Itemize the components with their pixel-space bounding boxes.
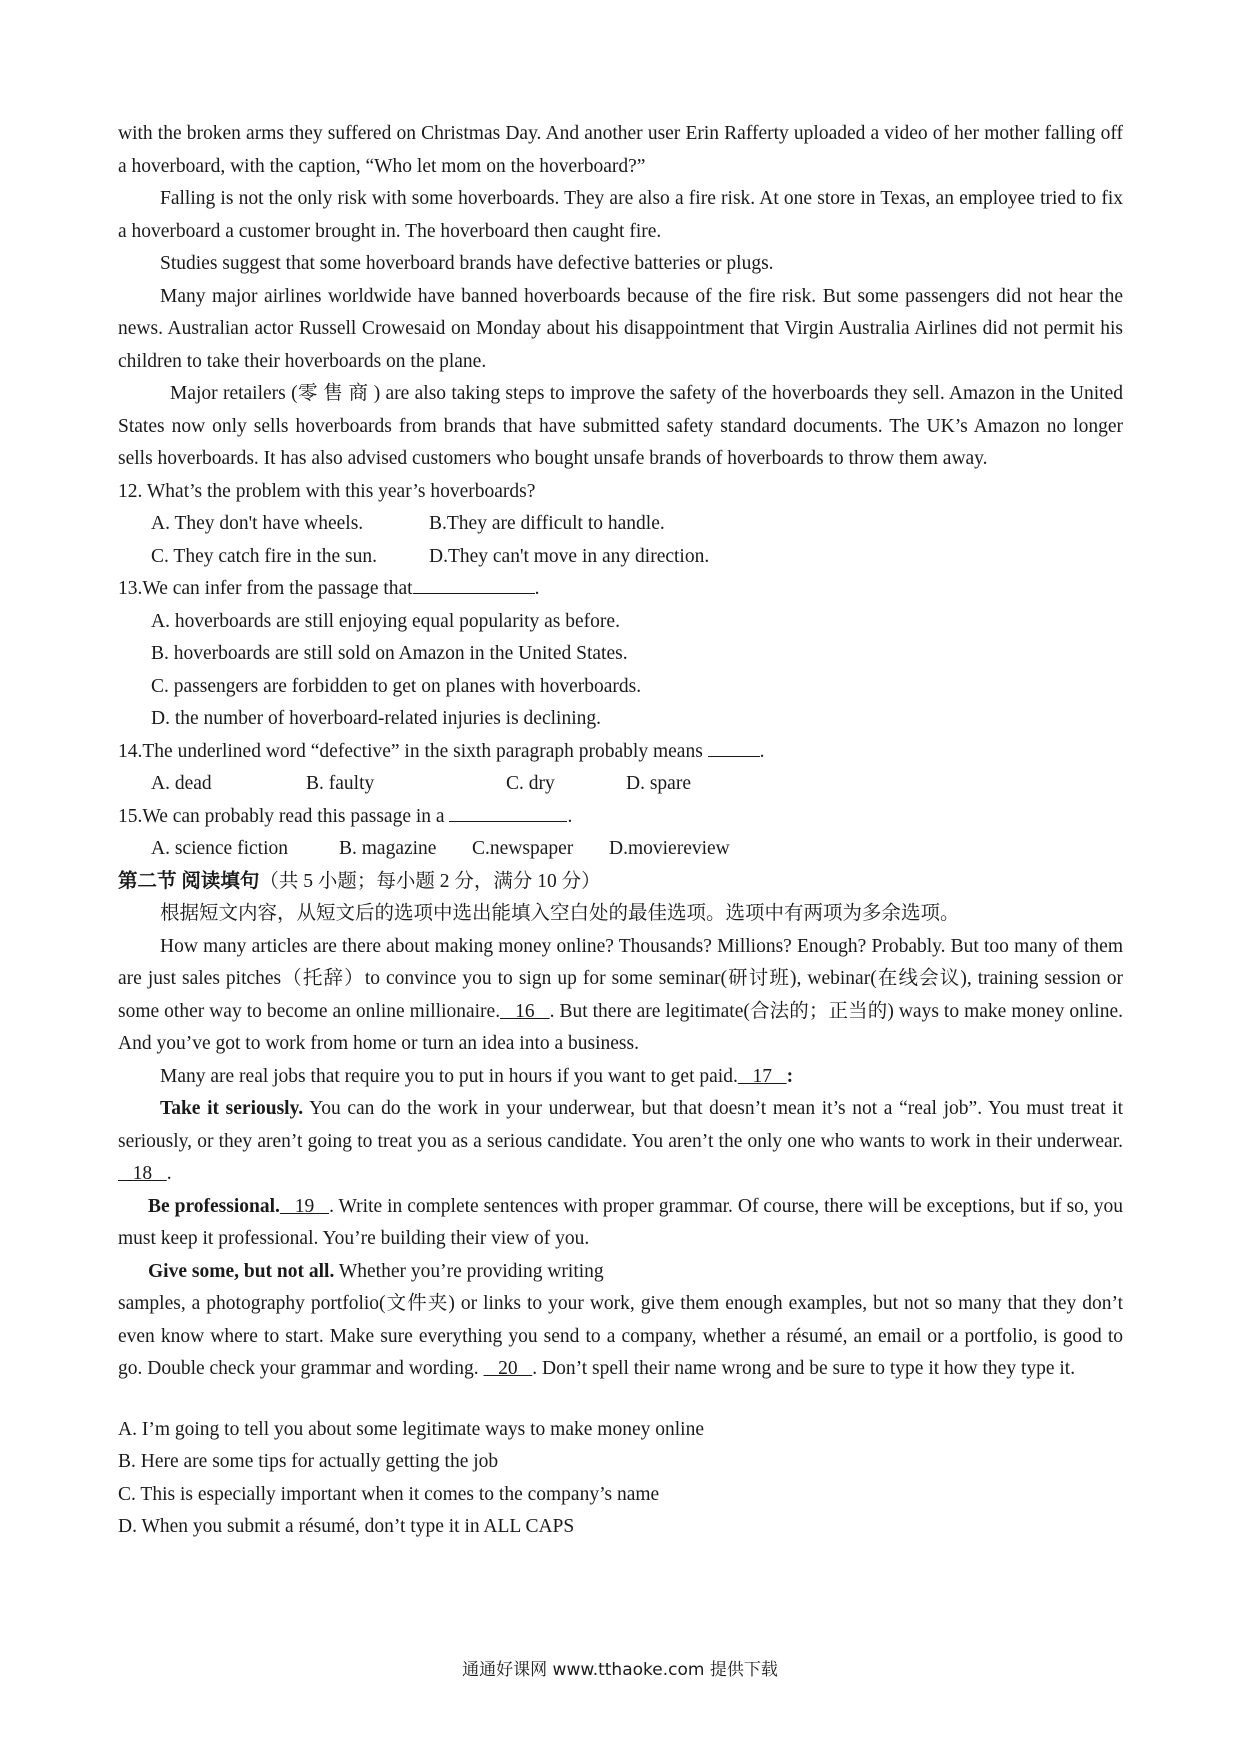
section-2-paragraph-2	[118, 1061, 1123, 1094]
question-13-option-d[interactable]: D. the number of hoverboard-related injuries is declining.	[151, 708, 601, 729]
question-15-stem-end: .	[567, 805, 573, 827]
passage-paragraph-4: Many major airlines worldwide have banned hoverboards because of the fire risk. But some passengers did not hear the news. Australian actor Russell Crowesaid on Monday about his disappointment that Virgin Australia Airlines did not permit his children to take their hoverboards on the plane.	[118, 285, 1123, 372]
section-2-paragraph-4	[118, 1191, 1123, 1256]
question-15-stem	[118, 801, 1123, 834]
question-14-option-c[interactable]: C. dry	[506, 773, 555, 794]
blank-18[interactable]: 18	[118, 1163, 167, 1184]
question-12-option-a[interactable]: A. They don't have wheels.	[151, 513, 364, 534]
passage-paragraph-2: Falling is not the only risk with some hoverboards. They are also a fire risk. At one store in Texas, an employee tried to fix a hoverboard a customer brought in. The hoverboard then caught fire.	[118, 188, 1123, 242]
question-13-option-b[interactable]: B. hoverboards are still sold on Amazon in the United States.	[151, 643, 628, 664]
blank-17[interactable]: 17	[737, 1065, 787, 1087]
section-2-paragraph-2-colon: :	[786, 1065, 794, 1087]
section-2-scoring: （共 5 小题；每小题 2 分，满分 10 分）	[259, 870, 601, 892]
section-2-paragraph-6-text-b: . Don’t spell their name wrong and be sure to type it how they type it.	[532, 1358, 1076, 1379]
question-14-option-d[interactable]: D. spare	[626, 773, 691, 794]
choice-c[interactable]: C. This is especially important when it comes to the company’s name	[118, 1483, 660, 1505]
spacer	[118, 1386, 1123, 1414]
passage-paragraph-1: with the broken arms they suffered on Christmas Day. And another user Erin Rafferty uploaded a video of her mother falling off a hoverboard, with the caption, “Who let mom on the hoverboard?”	[118, 123, 1123, 177]
question-15-answer-blank	[449, 803, 567, 822]
choice-d[interactable]: D. When you submit a résumé, don’t type it in ALL CAPS	[118, 1516, 575, 1537]
question-15-option-d[interactable]: D.moviereview	[609, 838, 730, 859]
question-13-stem-text: 13.We can infer from the passage that	[118, 578, 413, 599]
question-13-stem	[118, 573, 1123, 606]
blank-16[interactable]: 16	[500, 1000, 550, 1022]
section-2-paragraph-6	[118, 1288, 1123, 1386]
section-2-paragraph-4-text-a: . Write in complete sentences with proper grammar. Of course, there will be exceptions, but if so, you must keep it professional. You’re building their view of you.	[118, 1195, 1123, 1249]
question-13-stem-end: .	[534, 578, 540, 599]
passage-paragraph-3: Studies suggest that some hoverboard brands have defective batteries or plugs.	[160, 253, 774, 274]
question-15-option-c[interactable]: C.newspaper	[472, 838, 574, 859]
question-14-option-a[interactable]: A. dead	[151, 773, 212, 794]
section-2-paragraph-3-text-a: You can do the work in your underwear, but that doesn’t mean it’s not a “real job”. You must treat it seriously, or they aren’t going to treat you as a serious candidate. You aren’t the only one who wants to work in their underwear.	[118, 1098, 1123, 1152]
section-2-paragraph-6-text-a: samples, a photography portfolio(文件夹) or links to your work, give them enough examples, but not so many that they don’t even know where to start. Make sure everything you send to a company, whether a résumé, an email or a portfolio, is good to go. Double check your grammar and wording.	[118, 1293, 1123, 1379]
question-14-option-b[interactable]: B. faulty	[306, 773, 375, 794]
tip-give-some-but-not-all: Give some, but not all.	[148, 1260, 335, 1282]
section-2-instruction: 根据短文内容，从短文后的选项中选出能填入空白处的最佳选项。选项中有两项为多余选项。	[160, 903, 960, 924]
question-12-option-b[interactable]: B.They are difficult to handle.	[429, 513, 665, 534]
section-2-paragraph-2-text-a: Many are real jobs that require you to put in hours if you want to get paid.	[160, 1065, 738, 1087]
question-12-options-row-1	[118, 508, 1123, 541]
question-15-option-b[interactable]: B. magazine	[339, 838, 437, 859]
question-14-stem	[118, 736, 1123, 769]
blank-19[interactable]: 19	[279, 1195, 330, 1217]
section-2-paragraph-1-text-b: . But there are legitimate(合法的；正当的) ways to make money online. And you’ve got to work from home or turn an idea into a business.	[118, 1000, 1124, 1054]
document-page	[118, 118, 1123, 1544]
question-15-option-a[interactable]: A. science fiction	[151, 838, 288, 859]
page-footer: 通通好课网 www.tthaoke.com 提供下载	[462, 1660, 778, 1680]
question-14-answer-blank	[708, 738, 760, 757]
question-12-stem: 12. What’s the problem with this year’s hoverboards?	[118, 480, 536, 502]
section-2-paragraph-5	[118, 1256, 1123, 1289]
section-2-paragraph-1	[118, 931, 1123, 1061]
question-13-option-a[interactable]: A. hoverboards are still enjoying equal popularity as before.	[151, 610, 620, 632]
section-2-heading	[118, 866, 1123, 899]
blank-20[interactable]: 20	[483, 1358, 533, 1379]
question-13-answer-blank	[413, 575, 535, 594]
choice-b[interactable]: B. Here are some tips for actually getting the job	[118, 1451, 499, 1472]
section-2-paragraph-3	[118, 1093, 1123, 1191]
question-15-options-row	[118, 833, 1123, 866]
section-2-paragraph-5-text-a: Whether you’re providing writing	[334, 1260, 604, 1282]
question-15-stem-text: 15.We can probably read this passage in a	[118, 805, 445, 827]
question-14-stem-end: .	[759, 740, 765, 762]
section-2-title: 第二节 阅读填句	[118, 870, 260, 892]
question-14-options-row	[118, 768, 1123, 801]
question-12-options-row-2	[118, 541, 1123, 574]
section-2-paragraph-1-text-a: How many articles are there about making money online? Thousands? Millions? Enough? Probably. But too many of them are just sales pitches（托辞）to convince you to sign up for some seminar(研讨班), webinar(在线会议), training session or some other way to become an online millionaire.	[118, 935, 1123, 1022]
tip-take-it-seriously: Take it seriously.	[160, 1098, 304, 1119]
question-14-stem-text: 14.The underlined word “defective” in the sixth paragraph probably means	[118, 740, 703, 762]
question-12-option-d[interactable]: D.They can't move in any direction.	[429, 545, 710, 567]
passage-paragraph-5: Major retailers (零 售 商 ) are also taking steps to improve the safety of the hoverboards they sell. Amazon in the United States now only sells hoverboards from brands that have submitted safety standard documents. The UK’s Amazon no longer sells hoverboards. It has also advised customers who bought unsafe brands of hoverboards to throw them away.	[118, 383, 1123, 469]
tip-be-professional: Be professional.	[148, 1195, 280, 1217]
question-13-option-c[interactable]: C. passengers are forbidden to get on planes with hoverboards.	[151, 675, 642, 697]
section-2-paragraph-3-text-b: .	[166, 1163, 172, 1184]
question-12-option-c[interactable]: C. They catch fire in the sun.	[151, 545, 377, 567]
choice-a[interactable]: A. I’m going to tell you about some legitimate ways to make money online	[118, 1418, 704, 1440]
